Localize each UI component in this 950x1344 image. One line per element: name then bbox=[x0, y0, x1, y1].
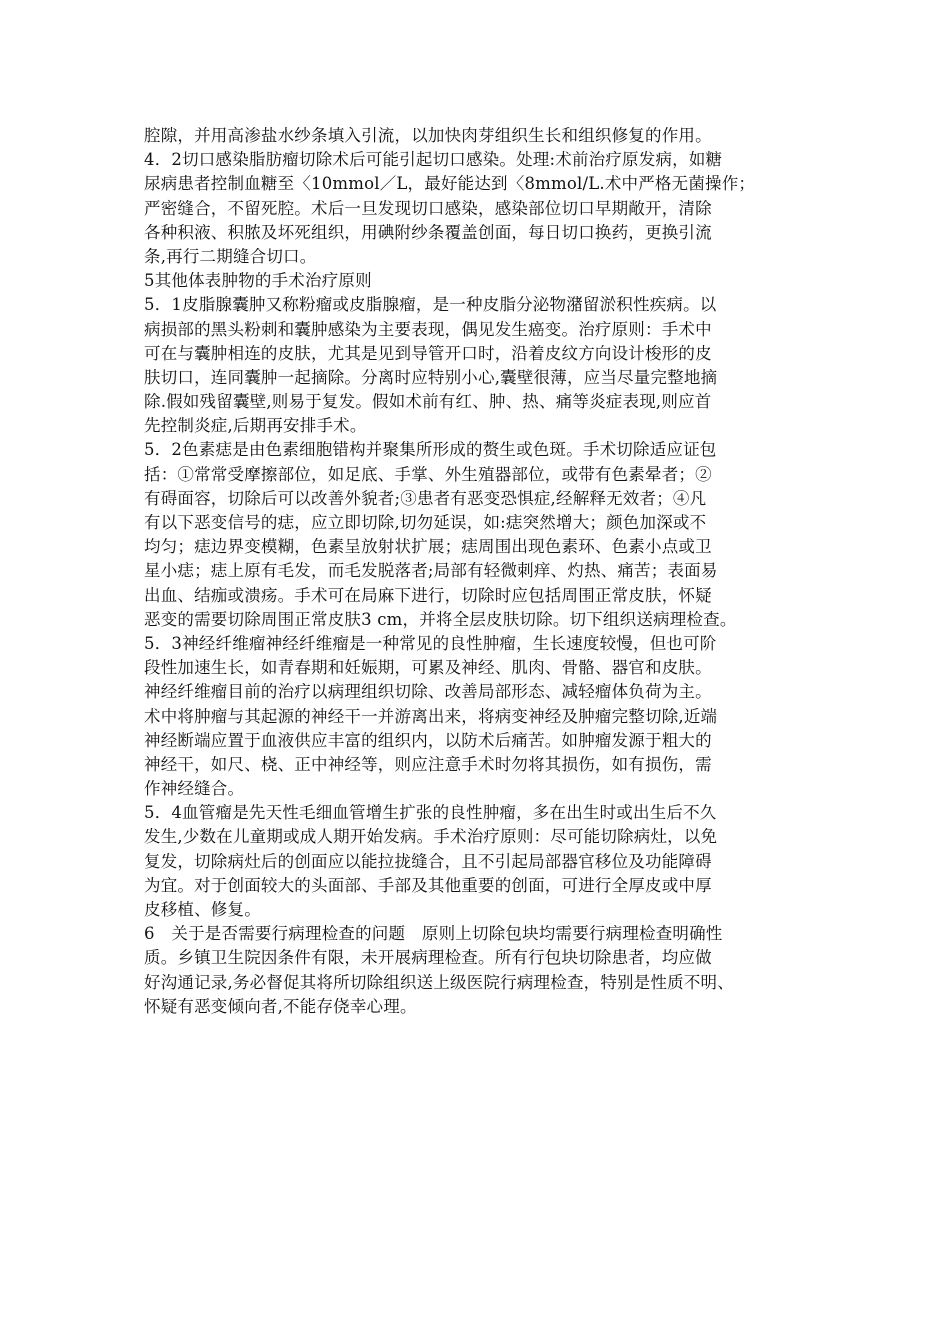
text-line: 尿病患者控制血糖至〈10mmol／L，最好能达到〈8mmol/L.术中严格无菌操作； bbox=[144, 174, 756, 194]
text-line: 先控制炎症,后期再安排手术。 bbox=[144, 416, 367, 436]
text-line: 发生,少数在儿童期或成人期开始发病。手术治疗原则：尽可能切除病灶，以免 bbox=[144, 827, 718, 847]
text-line: 怀疑有恶变倾向者,不能存侥幸心理。 bbox=[144, 996, 417, 1016]
text-line: 出血、结痂或溃疡。手术可在局麻下进行，切除时应包括周围正常皮肤，怀疑 bbox=[144, 585, 712, 605]
text-line: 神经断端应置于血液供应丰富的组织内，以防术后痛苦。如肿瘤发源于粗大的 bbox=[144, 730, 712, 750]
text-line: 5．3神经纤维瘤神经纤维瘤是一种常见的良性肿瘤，生长速度较慢，但也可阶 bbox=[144, 633, 717, 653]
text-line: 皮移植、修复。 bbox=[144, 900, 261, 919]
text-line: 肤切口，连同囊肿一起摘除。分离时应特别小心,囊壁很薄，应当尽量完整地摘 bbox=[144, 367, 718, 387]
text-line: 5．4血管瘤是先天性毛细血管增生扩张的良性肿瘤，多在出生时或出生后不久 bbox=[144, 803, 717, 823]
text-line: 括：①常常受摩擦部位，如足底、手掌、外生殖器部位，或带有色素晕者；② bbox=[144, 464, 712, 484]
text-line: 术中将肿瘤与其起源的神经干一并游离出来，将病变神经及肿瘤完整切除,近端 bbox=[144, 706, 718, 726]
text-line: 作神经缝合。 bbox=[144, 779, 245, 799]
text-line: 好沟通记录,务必督促其将所切除组织送上级医院行病理检查，特别是性质不明、 bbox=[144, 972, 734, 992]
text-line: 5．2色素痣是由色素细胞错构并聚集所形成的赘生或色斑。手术切除适应证包 bbox=[144, 440, 717, 460]
text-line: 5．1皮脂腺囊肿又称粉瘤或皮脂腺瘤，是一种皮脂分泌物潴留淤积性疾病。以 bbox=[144, 295, 717, 315]
text-line: 条,再行二期缝合切口。 bbox=[144, 246, 317, 266]
text-line: 除.假如残留囊壁,则易于复发。假如术前有红、肿、热、痛等炎症表现,则应首 bbox=[144, 392, 712, 412]
text-line: 严密缝合，不留死腔。术后一旦发现切口感染，感染部位切口早期敞开，清除 bbox=[144, 198, 712, 218]
text-line: 各种积液、积脓及坏死组织，用碘附纱条覆盖创面，每日切口换药，更换引流 bbox=[144, 222, 712, 242]
text-line: 恶变的需要切除周围正常皮肤3 cm，并将全层皮肤切除。切下组织送病理检查。 bbox=[144, 609, 737, 629]
text-line: 神经纤维瘤目前的治疗以病理组织切除、改善局部形态、减轻瘤体负荷为主。 bbox=[144, 682, 712, 702]
text-line: 神经干，如尺、桡、正中神经等，则应注意手术时勿将其损伤，如有损伤，需 bbox=[144, 754, 712, 774]
text-line: 有以下恶变信号的痣，应立即切除,切勿延误，如:痣突然增大；颜色加深或不 bbox=[144, 513, 707, 532]
text-line: 腔隙，并用高渗盐水纱条填入引流，以加快肉芽组织生长和组织修复的作用。 bbox=[144, 126, 712, 145]
text-line: 星小痣；痣上原有毛发，而毛发脱落者;局部有轻微刺痒、灼热、痛苦；表面易 bbox=[144, 561, 718, 581]
text-line: 有碍面容，切除后可以改善外貌者;③患者有恶变恐惧症,经解释无效者；④凡 bbox=[144, 488, 707, 508]
text-line: 4．2切口感染脂肪瘤切除术后可能引起切口感染。处理:术前治疗原发病，如糖 bbox=[144, 150, 723, 170]
text-line: 可在与囊肿相连的皮肤，尤其是见到导管开口时，沿着皮纹方向设计梭形的皮 bbox=[144, 343, 712, 363]
text-line: 为宜。对于创面较大的头面部、手部及其他重要的创面，可进行全厚皮或中厚 bbox=[144, 875, 712, 895]
text-line: 均匀；痣边界变模糊，色素呈放射状扩展；痣周围出现色素环、色素小点或卫 bbox=[144, 537, 712, 557]
section-heading: 5其他体表肿物的手术治疗原则 bbox=[144, 271, 372, 291]
text-line: 质。乡镇卫生院因条件有限，未开展病理检查。所有行包块切除患者，均应做 bbox=[144, 948, 712, 968]
text-line: 6 关于是否需要行病理检查的问题 原则上切除包块均需要行病理检查明确性 bbox=[144, 924, 723, 944]
text-line: 段性加速生长，如青春期和妊娠期，可累及神经、肌肉、骨骼、器官和皮肤。 bbox=[144, 658, 712, 678]
text-line: 病损部的黑头粉刺和囊肿感染为主要表现，偶见发生癌变。治疗原则：手术中 bbox=[144, 319, 712, 339]
text-line: 复发，切除病灶后的创面应以能拉拢缝合，且不引起局部器官移位及功能障碍 bbox=[144, 851, 712, 871]
document-body bbox=[144, 124, 834, 1019]
